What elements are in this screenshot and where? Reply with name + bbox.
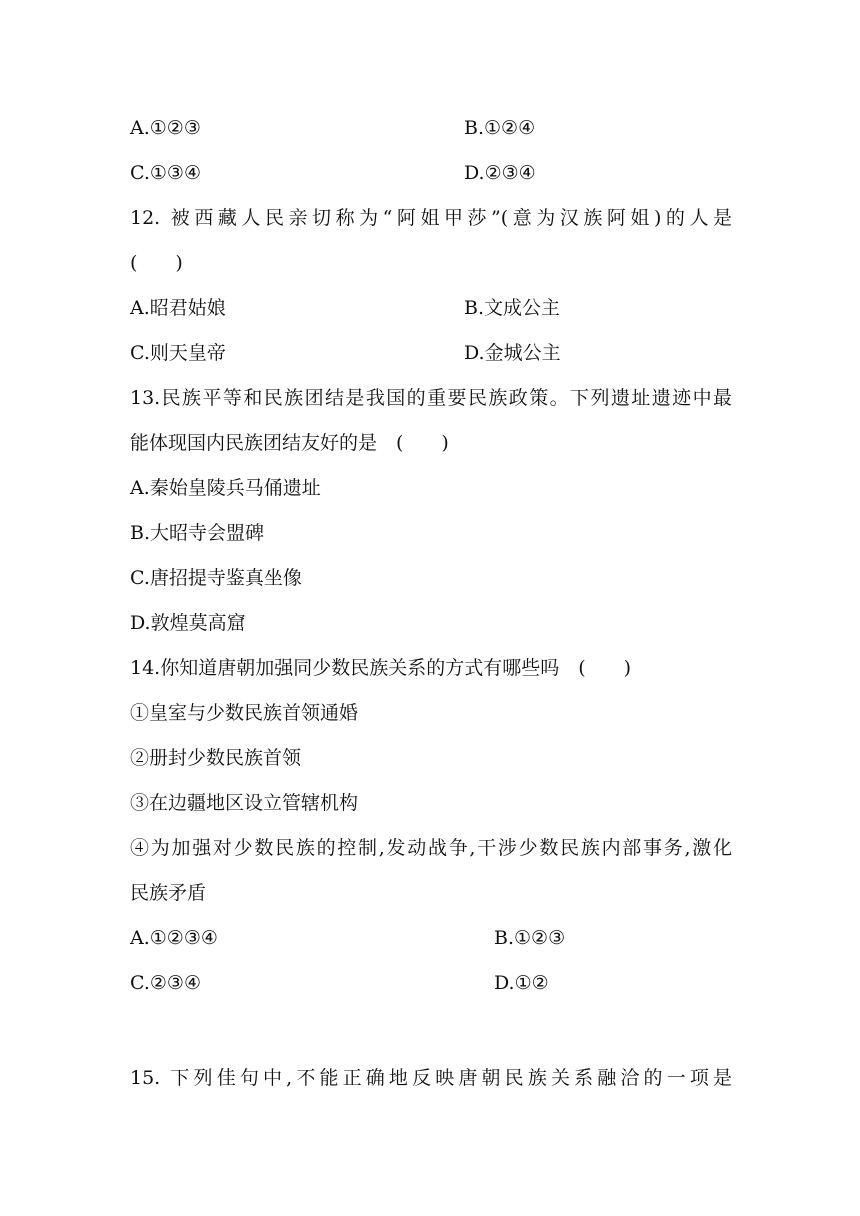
q14-statement-3: ③在边疆地区设立管辖机构 (130, 792, 359, 814)
q13-stem-line1: 13.民族平等和民族团结是我国的重要民族政策。下列遗址遗迹中最 (130, 387, 732, 409)
q14-stem: 14.你知道唐朝加强同少数民族关系的方式有哪些吗 ( ) (130, 657, 632, 679)
q14-option-b: B.①②③ (494, 927, 566, 949)
q11-option-a: A.①②③ (130, 117, 201, 139)
q13-option-a: A.秦始皇陵兵马俑遗址 (130, 477, 321, 499)
q14-statement-2: ②册封少数民族首领 (130, 747, 302, 769)
q12-option-d: D.金城公主 (464, 342, 561, 364)
q11-option-c: C.①③④ (130, 162, 201, 184)
q14-option-c: C.②③④ (130, 972, 201, 994)
q11-option-b: B.①②④ (464, 117, 536, 139)
q13-stem-line2: 能体现国内民族团结友好的是 ( ) (130, 432, 449, 454)
q12-option-b: B.文成公主 (464, 297, 561, 319)
q12-option-a: A.昭君姑娘 (130, 297, 226, 319)
q15-stem-line1: 15. 下列佳句中,不能正确地反映唐朝民族关系融洽的一项是 (130, 1067, 732, 1089)
q14-option-a: A.①②③④ (130, 927, 218, 949)
q13-option-b: B.大昭寺会盟碑 (130, 522, 265, 544)
q14-statement-4-cont: 民族矛盾 (130, 882, 207, 904)
q13-option-d: D.敦煌莫高窟 (130, 612, 246, 634)
q12-option-c: C.则天皇帝 (130, 342, 226, 364)
q12-stem-line2: ( ) (130, 252, 183, 274)
q12-stem-line1: 12. 被西藏人民亲切称为“阿姐甲莎”(意为汉族阿姐)的人是 (130, 207, 732, 229)
q11-option-d: D.②③④ (464, 162, 536, 184)
q14-statement-4: ④为加强对少数民族的控制,发动战争,干涉少数民族内部事务,激化 (130, 837, 732, 859)
q14-option-d: D.①② (494, 972, 549, 994)
q14-statement-1: ①皇室与少数民族首领通婚 (130, 702, 359, 724)
q13-option-c: C.唐招提寺鉴真坐像 (130, 567, 302, 589)
